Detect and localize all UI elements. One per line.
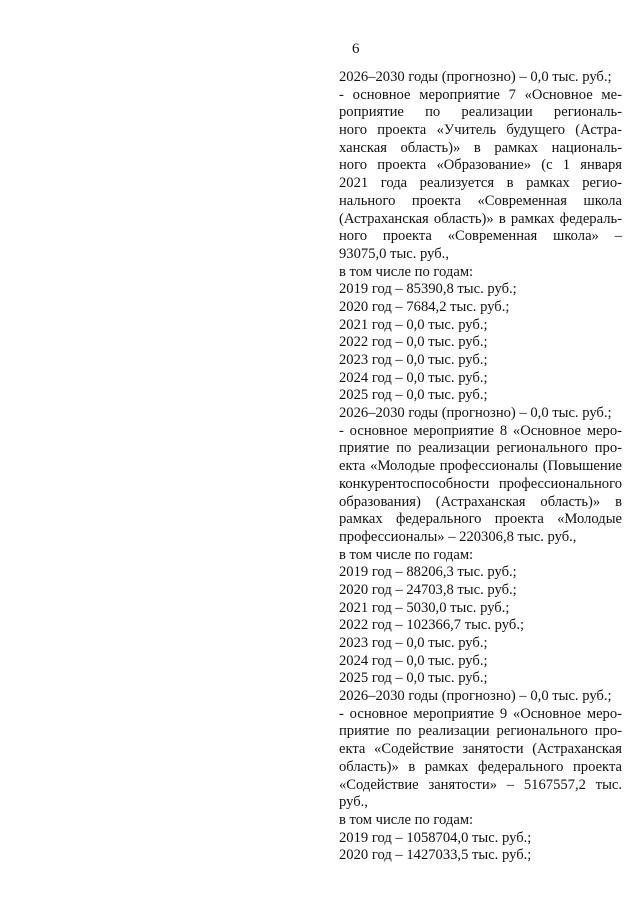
text-line: 2025 год – 0,0 тыс. руб.; [339,670,488,687]
text-line: екта «Молодые профессионалы (Повышение [339,458,622,475]
text-line: - основное мероприятие 9 «Основное меро- [339,705,622,722]
text-line: нального проекта «Современная школа [339,192,622,209]
document-body [339,69,622,865]
text-line: роприятие по реализации региональ- [339,104,622,121]
text-line: 2019 год – 1058704,0 тыс. руб.; [339,829,532,846]
text-line: профессионалы» – 220306,8 тыс. руб., [339,528,577,545]
text-line: в том числе по годам: [339,546,474,563]
text-line: ного проекта «Образование» (с 1 января [339,157,622,174]
text-line: 2019 год – 88206,3 тыс. руб.; [339,564,517,581]
text-line: 93075,0 тыс. руб., [339,245,449,262]
text-line: - основное мероприятие 8 «Основное меро- [339,422,622,439]
text-line: в том числе по годам: [339,811,474,828]
text-line: 2022 год – 0,0 тыс. руб.; [339,334,488,351]
text-line: ханская область)» в рамках националь- [339,139,622,156]
text-line: 2019 год – 85390,8 тыс. руб.; [339,281,517,298]
text-line: 2020 год – 1427033,5 тыс. руб.; [339,847,532,864]
text-line: образования) (Астраханская область)» в [339,493,622,510]
text-line: 2021 год – 5030,0 тыс. руб.; [339,599,510,616]
text-line: приятие по реализации регионального про- [339,440,622,457]
text-line: 2026–2030 годы (прогнозно) – 0,0 тыс. руб.; [339,405,612,422]
text-line: - основное мероприятие 7 «Основное ме- [339,86,622,103]
text-line: 2022 год – 102366,7 тыс. руб.; [339,617,525,634]
text-line: 2020 год – 7684,2 тыс. руб.; [339,298,510,315]
text-line: 2024 год – 0,0 тыс. руб.; [339,369,488,386]
text-line: «Содействие занятости» – 5167557,2 тыс. [339,776,622,793]
text-line: 2021 года реализуется в рамках регио- [339,175,622,192]
text-line: 2020 год – 24703,8 тыс. руб.; [339,581,517,598]
text-line: конкурентоспособности профессионального [339,475,622,492]
text-line: 2026–2030 годы (прогнозно) – 0,0 тыс. руб.; [339,69,612,85]
text-line: область)» в рамках федерального проекта [339,758,622,775]
text-line: 2025 год – 0,0 тыс. руб.; [339,387,488,404]
text-line: екта «Содействие занятости (Астраханская [339,741,622,758]
text-line: руб., [339,794,368,811]
text-line: 2026–2030 годы (прогнозно) – 0,0 тыс. руб.; [339,688,612,705]
text-line: в том числе по годам: [339,263,474,280]
text-line: 2023 год – 0,0 тыс. руб.; [339,635,488,651]
text-line: 2021 год – 0,0 тыс. руб.; [339,316,488,333]
page-number: 6 [352,41,360,57]
text-line: ного проекта «Учитель будущего (Астра- [339,122,622,139]
text-line: 2024 год – 0,0 тыс. руб.; [339,652,488,669]
text-line: (Астраханская область)» в рамках федераль- [339,210,622,227]
text-line: ного проекта «Современная школа» – [339,228,622,245]
text-line: 2023 год – 0,0 тыс. руб.; [339,352,488,368]
text-line: рамках федерального проекта «Молодые [339,511,622,528]
text-line: приятие по реализации регионального про- [339,723,622,740]
